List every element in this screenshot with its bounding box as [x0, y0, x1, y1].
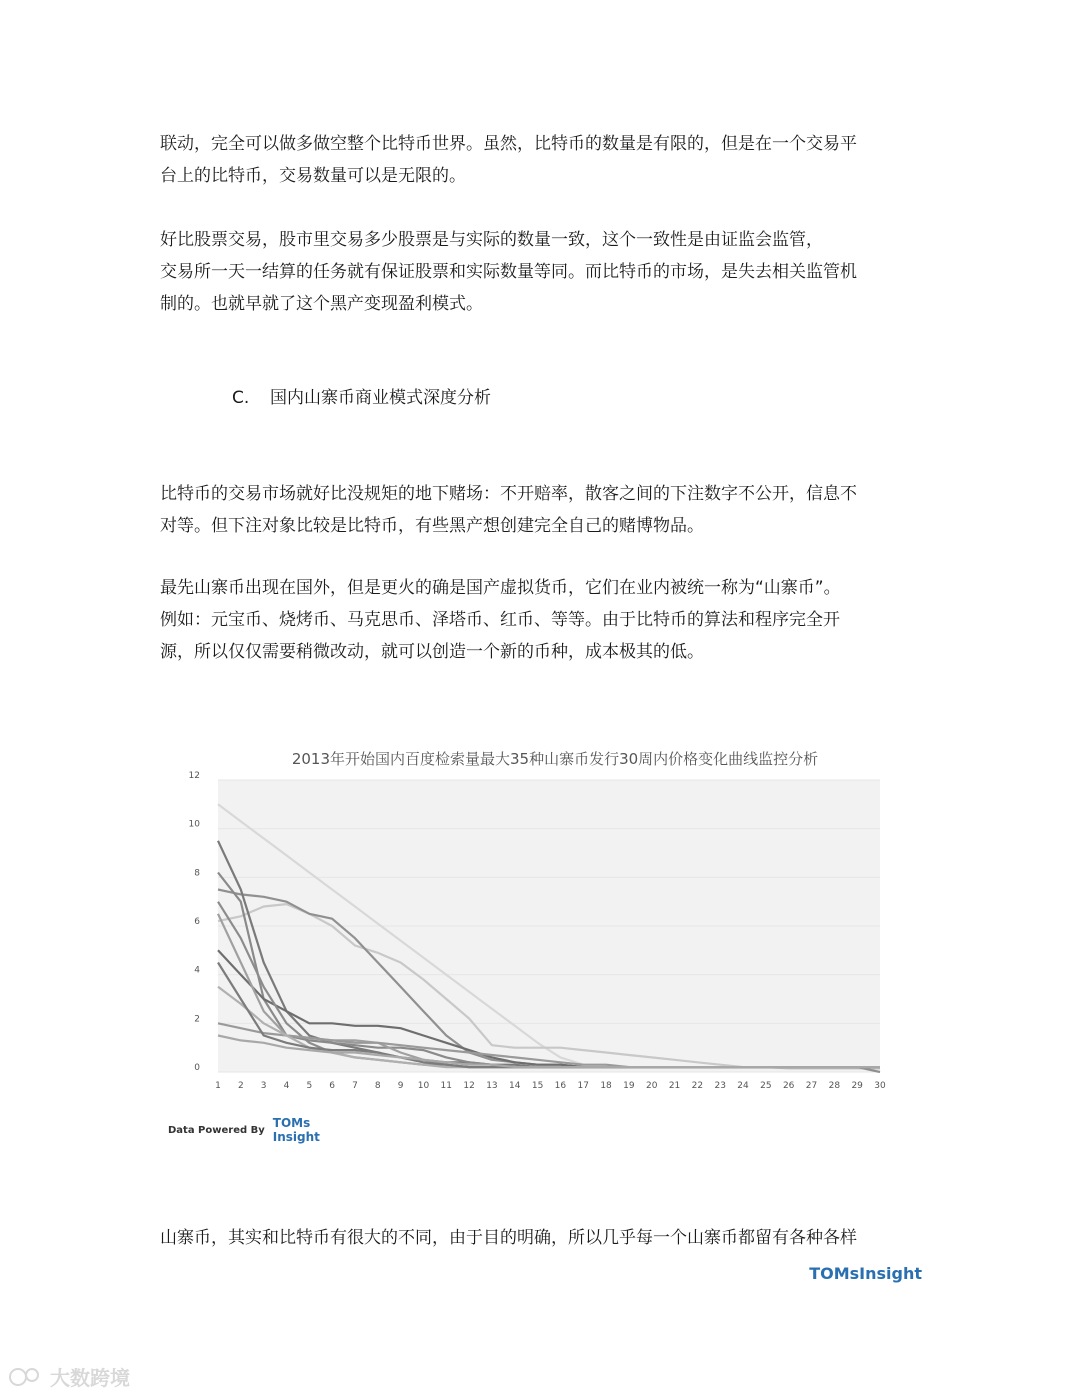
x-tick-label: 12	[463, 1081, 475, 1091]
data-powered-by	[168, 1116, 320, 1144]
text-line: 比特币的交易市场就好比没规矩的地下赌场：不开赔率，散客之间的下注数字不公开，信息不	[160, 484, 857, 504]
x-tick-label: 7	[352, 1081, 358, 1091]
text-line: 好比股票交易，股市里交易多少股票是与实际的数量一致，这个一致性是由证监会监管，	[160, 230, 823, 250]
x-tick-label: 27	[805, 1081, 818, 1091]
x-tick-label: 3	[260, 1081, 267, 1091]
x-tick-label: 14	[509, 1081, 521, 1091]
x-tick-label: 4	[283, 1081, 290, 1091]
text-line: 联动，完全可以做多做空整个比特币世界。虽然，比特币的数量是有限的，但是在一个交易平	[160, 134, 857, 154]
x-tick-label: 26	[782, 1081, 795, 1091]
x-tick-label: 28	[828, 1081, 841, 1091]
x-tick-label: 17	[577, 1081, 589, 1091]
paragraph-3	[160, 478, 930, 542]
toms-insight-logo	[273, 1116, 320, 1144]
brand-logo: TOMsInsight	[809, 1264, 922, 1283]
x-tick-label: 24	[737, 1081, 749, 1091]
x-tick-label: 19	[623, 1081, 635, 1091]
watermark	[8, 1362, 130, 1391]
x-tick-label: 21	[668, 1081, 681, 1091]
x-tick-label: 5	[306, 1081, 313, 1091]
y-tick-label: 2	[194, 1014, 200, 1025]
price-line-chart	[180, 770, 900, 1100]
x-tick-label: 30	[874, 1081, 886, 1091]
section-heading	[232, 384, 491, 412]
logo-line-2: Insight	[272, 1130, 320, 1144]
watermark-icon	[8, 1365, 44, 1389]
y-tick-label: 0	[194, 1063, 200, 1073]
y-tick-label: 6	[194, 917, 200, 927]
x-tick-label: 9	[397, 1081, 404, 1091]
paragraph-5	[160, 1222, 930, 1254]
paragraph-2	[160, 224, 930, 320]
x-tick-label: 22	[691, 1081, 704, 1091]
text-line: 最先山寨币出现在国外，但是更火的确是国产虚拟货币，它们在业内被统一称为“山寨币”。	[160, 578, 841, 598]
text-line: 交易所一天一结算的任务就有保证股票和实际数量等同。而比特币的市场，是失去相关监管机	[160, 262, 857, 282]
text-line: 台上的比特币，交易数量可以是无限的。	[160, 166, 466, 186]
heading-text: 国内山寨币商业模式深度分析	[270, 388, 491, 408]
y-tick-label: 10	[188, 819, 200, 830]
x-tick-label: 8	[374, 1081, 381, 1091]
x-tick-label: 23	[714, 1081, 726, 1091]
x-tick-label: 2	[237, 1081, 244, 1091]
powered-by-label: Data Powered By	[168, 1124, 265, 1136]
watermark-text: 大数跨境	[50, 1366, 130, 1390]
y-tick-label: 8	[194, 868, 200, 879]
x-tick-label: 10	[417, 1081, 430, 1091]
x-tick-label: 13	[486, 1081, 498, 1091]
x-tick-label: 18	[600, 1081, 612, 1091]
x-tick-label: 11	[440, 1081, 453, 1091]
chart-title: 2013年开始国内百度检索量最大35种山寨币发行30周内价格变化曲线监控分析	[291, 750, 819, 768]
text-line: 源，所以仅仅需要稍微改动，就可以创造一个新的币种，成本极其的低。	[160, 642, 704, 662]
text-line: 制的。也就早就了这个黑产变现盈利模式。	[160, 294, 483, 314]
x-tick-label: 29	[851, 1081, 863, 1091]
y-tick-label: 4	[194, 965, 200, 976]
logo-line-1: TOMs	[272, 1116, 311, 1130]
x-tick-label: 6	[329, 1081, 336, 1091]
y-tick-label: 12	[188, 771, 200, 781]
text-line: 对等。但下注对象比较是比特币，有些黑产想创建完全自己的赌博物品。	[160, 516, 704, 536]
heading-number: C.	[232, 388, 250, 408]
paragraph-4	[160, 572, 930, 668]
x-tick-label: 16	[554, 1081, 567, 1091]
x-tick-label: 20	[645, 1081, 658, 1091]
text-line: 山寨币，其实和比特币有很大的不同，由于目的明确，所以几乎每一个山寨币都留有各种各样	[160, 1228, 857, 1248]
x-tick-label: 1	[215, 1081, 221, 1091]
paragraph-1	[160, 128, 930, 192]
text-line: 例如：元宝币、烧烤币、马克思币、泽塔币、红币、等等。由于比特币的算法和程序完全开	[160, 610, 840, 630]
x-tick-label: 15	[531, 1081, 544, 1091]
x-tick-label: 25	[760, 1081, 772, 1091]
